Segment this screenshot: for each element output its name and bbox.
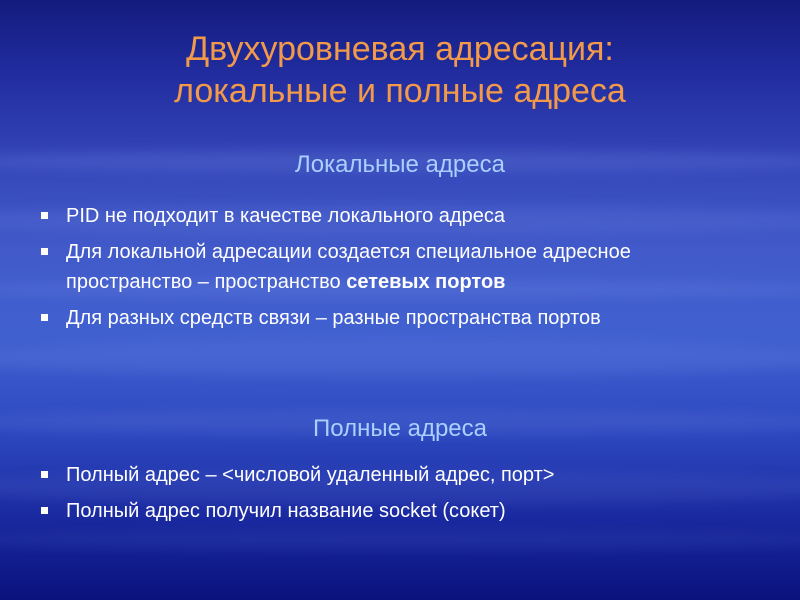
bullet-icon <box>41 212 48 219</box>
bullet-icon <box>41 314 48 321</box>
list-item-text: PID не подходит в качестве локального адреса <box>66 205 505 227</box>
background-wave <box>0 530 800 550</box>
slide-title-line-1: Двухуровневая адресация: <box>186 30 614 68</box>
list-item <box>38 201 738 231</box>
list-item-text: Для разных средств связи – разные пространства портов <box>66 307 601 329</box>
section-heading-local: Локальные адреса <box>295 151 505 178</box>
list-item-text: Для локальной адресации создается специальное адресное пространство – пространство <box>66 241 631 293</box>
bullet-icon <box>41 507 48 514</box>
list-item-text: Полный адрес получил название socket (сокет) <box>66 500 506 522</box>
list-item-emphasis: сетевых портов <box>346 271 506 293</box>
slide-title-line-2: локальные и полные адреса <box>174 72 626 110</box>
list-item-text: Полный адрес – <числовой удаленный адрес, порт> <box>66 464 555 486</box>
bullet-icon <box>41 248 48 255</box>
list-item <box>38 460 738 490</box>
full-address-list <box>38 460 738 532</box>
local-address-list <box>38 201 738 339</box>
section-heading-full: Полные адреса <box>313 415 487 442</box>
slide-title <box>0 28 800 112</box>
background-wave <box>0 340 800 376</box>
bullet-icon <box>41 471 48 478</box>
list-item <box>38 303 738 333</box>
list-item <box>38 237 738 297</box>
list-item <box>38 496 738 526</box>
